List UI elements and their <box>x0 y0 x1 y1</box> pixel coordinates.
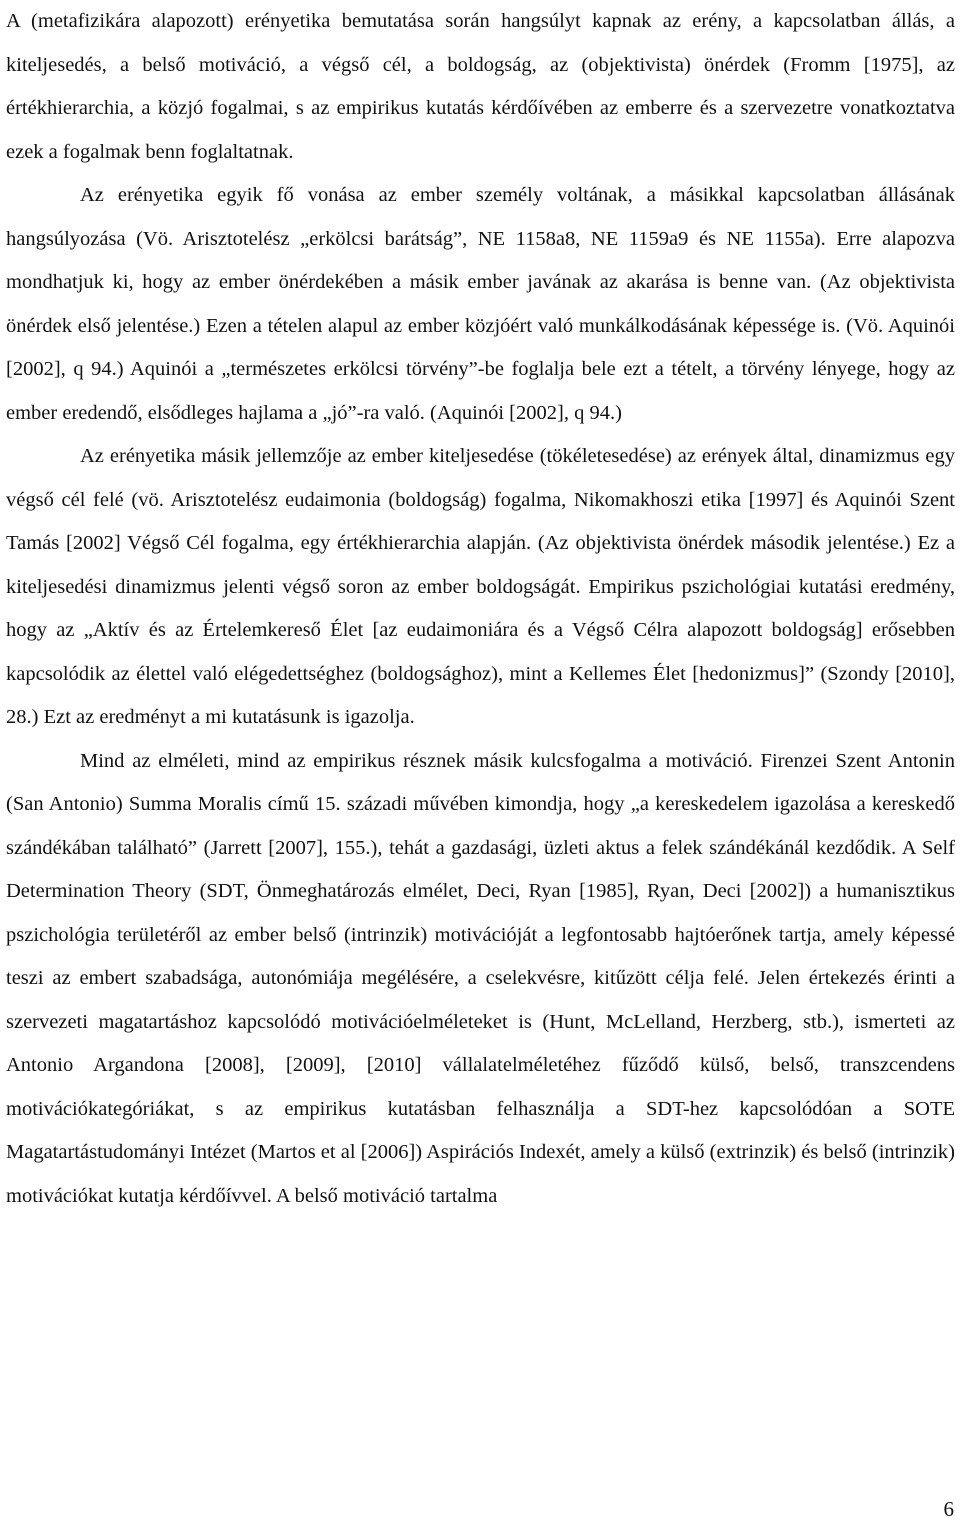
paragraph-4: Mind az elméleti, mind az empirikus résznek másik kulcsfogalma a motiváció. Firenzei Szent Antonin (San Antonio) Summa Moralis című 15. századi művében kimondja, hogy „a kereskedelem igazolása a kereskedő szándékában található” (Jarrett [2007], 155.), tehát a gazdasági, üzleti aktus a felek szándékánál kezdődik. A Self Determination Theory (SDT, Önmeghatározás elmélet, Deci, Ryan [1985], Ryan, Deci [2002]) a humanisztikus pszichológia területéről az ember belső (intrinzik) motivációját a legfontosabb hajtóerőnek tartja, amely képessé teszi az embert szabadsága, autonómiája megélésére, a cselekvésre, kitűzött célja felé. Jelen értekezés érinti a szervezeti magatartáshoz kapcsolódó motivációelméleteket is (Hunt, McLelland, Herzberg, stb.), ismerteti az Antonio Argandona [2008], [2009], [2010] vállalatelméletéhez fűződő külső, belső, transzcendens motivációkategóriákat, s az empirikus kutatásban felhasználja a SDT-hez kapcsolódóan a SOTE Magatartástudományi Intézet (Martos et al [2006]) Aspirációs Indexét, amely a külső (extrinzik) és belső (intrinzik) motivációkat kutatja kérdőívvel. A belső motiváció tartalma <box>6 749 955 1207</box>
page-number: 6 <box>943 1497 954 1521</box>
document-page <box>6 0 955 1218</box>
paragraph-2: Az erényetika egyik fő vonása az ember személy voltának, a másikkal kapcsolatban állásának hangsúlyozása (Vö. Arisztotelész „erkölcsi barátság”, NE 1158a8, NE 1159a9 és NE 1155a). Erre alapozva mondhatjuk ki, hogy az ember önérdekében a másik ember javának az akarása is benne van. (Az objektivista önérdek első jelentése.) Ezen a tételen alapul az ember közjóért való munkálkodásának képessége is. (Vö. Aquinói [2002], q 94.) Aquinói a „természetes erkölcsi törvény”-be foglalja bele ezt a tételt, a törvény lényege, hogy az ember eredendő, elsődleges hajlama a „jó”-ra való. (Aquinói [2002], q 94.) <box>6 184 955 424</box>
paragraph-3: Az erényetika másik jellemzője az ember kiteljesedése (tökéletesedése) az erények által, dinamizmus egy végső cél felé (vö. Arisztotelész eudaimonia (boldogság) fogalma, Nikomakhoszi etika [1997] és Aquinói Szent Tamás [2002] Végső Cél fogalma, egy értékhierarchia alapján. (Az objektivista önérdek második jelentése.) Ez a kiteljesedési dinamizmus jelenti végső soron az ember boldogságát. Empirikus pszichológiai kutatási eredmény, hogy az „Aktív és az Értelemkereső Élet [az eudaimoniára és a Végső Célra alapozott boldogság] erősebben kapcsolódik az élettel való elégedettséghez (boldogsághoz), mint a Kellemes Élet [hedonizmus]” (Szondy [2010], 28.) Ezt az eredményt a mi kutatásunk is igazolja. <box>6 445 955 728</box>
paragraph-1: A (metafizikára alapozott) erényetika bemutatása során hangsúlyt kapnak az erény, a kapcsolatban állás, a kiteljesedés, a belső motiváció, a végső cél, a boldogság, az (objektivista) önérdek (Fromm [1975], az értékhierarchia, a közjó fogalmai, s az empirikus kutatás kérdőívében az emberre és a szervezetre vonatkoztatva ezek a fogalmak benn foglaltatnak. <box>6 10 955 163</box>
